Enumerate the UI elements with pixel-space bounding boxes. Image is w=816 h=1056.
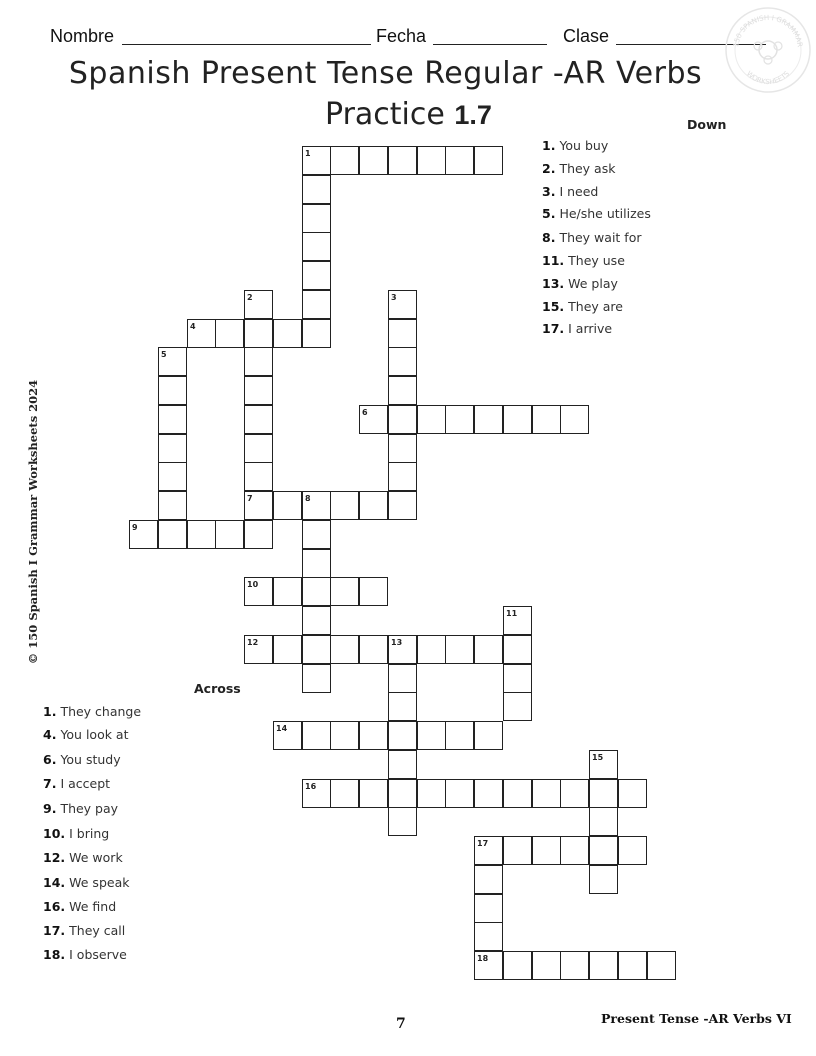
crossword-cell[interactable] [302, 290, 331, 319]
down-clue: 17. I arrive [542, 321, 613, 336]
crossword-cell[interactable] [330, 779, 359, 808]
down-clue: 1. You buy [542, 138, 609, 153]
crossword-cell[interactable] [560, 836, 589, 865]
crossword-cell[interactable] [359, 491, 388, 520]
svg-text:150 SPANISH I GRAMMAR [732, 14, 804, 48]
crossword-cell[interactable] [359, 577, 388, 606]
cell-number: 16 [305, 782, 317, 791]
worksheet-title: Spanish Present Tense Regular -AR Verbs [68, 56, 703, 91]
crossword-cell[interactable] [417, 146, 446, 175]
subtitle-practice: Practice [325, 97, 445, 132]
fecha-label: Fecha [376, 26, 427, 46]
page-number: 7 [396, 1016, 406, 1032]
crossword-cell[interactable] [388, 405, 417, 434]
crossword-cell[interactable] [302, 635, 331, 664]
crossword-cell[interactable] [474, 779, 503, 808]
crossword-cell[interactable] [388, 807, 417, 836]
crossword-cell[interactable] [445, 635, 474, 664]
crossword-cell[interactable] [388, 376, 417, 405]
crossword-cell[interactable] [302, 520, 331, 549]
crossword-cell[interactable] [503, 779, 532, 808]
crossword-cell[interactable] [417, 635, 446, 664]
crossword-cell[interactable] [474, 865, 503, 894]
crossword-cell[interactable] [589, 779, 618, 808]
cell-number: 2 [247, 293, 253, 302]
crossword-cell[interactable] [302, 721, 331, 750]
down-clue: 2. They ask [542, 161, 616, 176]
crossword-cell[interactable] [474, 894, 503, 923]
crossword-cell[interactable] [560, 405, 589, 434]
subtitle-number: 1.7 [454, 100, 492, 130]
cell-number: 14 [276, 724, 288, 733]
nombre-label: Nombre [50, 26, 115, 46]
across-clue: 18. I observe [43, 947, 127, 962]
crossword-cell[interactable] [215, 520, 244, 549]
crossword-cell[interactable] [359, 635, 388, 664]
crossword-cell[interactable] [302, 232, 331, 261]
down-clue: 11. They use [542, 253, 625, 268]
crossword-cell[interactable] [359, 779, 388, 808]
crossword-cell[interactable] [532, 779, 561, 808]
cell-number: 7 [247, 494, 253, 503]
crossword-cell[interactable] [445, 405, 474, 434]
down-clue: 5. He/she utilizes [542, 206, 651, 221]
worksheet-subtitle [325, 97, 492, 132]
crossword-cell[interactable] [532, 405, 561, 434]
cell-number: 6 [362, 408, 368, 417]
crossword-cell[interactable] [532, 836, 561, 865]
crossword-cell[interactable] [503, 635, 532, 664]
crossword-cell[interactable] [503, 405, 532, 434]
crossword-cell[interactable] [273, 577, 302, 606]
crossword-cell[interactable] [302, 664, 331, 693]
cell-number: 11 [506, 609, 518, 618]
crossword-cell[interactable] [388, 462, 417, 491]
crossword-cell[interactable] [302, 606, 331, 635]
crossword-cell[interactable] [158, 434, 187, 463]
crossword-cell[interactable] [618, 836, 647, 865]
cell-number: 12 [247, 638, 259, 647]
crossword-cell[interactable] [273, 635, 302, 664]
crossword-cell[interactable] [589, 951, 618, 980]
crossword-cell[interactable] [158, 520, 187, 549]
seal-bottom-text: WORKSHEETS [744, 69, 792, 87]
copyright-notice: © 150 Spanish I Grammar Worksheets 2024 [26, 379, 40, 665]
crossword-cell[interactable] [503, 836, 532, 865]
crossword-cell[interactable] [560, 951, 589, 980]
crossword-cell[interactable] [474, 635, 503, 664]
crossword-cell[interactable] [417, 405, 446, 434]
cell-number: 18 [477, 954, 489, 963]
crossword-cell[interactable] [589, 865, 618, 894]
crossword-cell[interactable] [302, 261, 331, 290]
across-clue: 1. They change [43, 704, 142, 719]
across-clue: 7. I accept [43, 776, 111, 791]
crossword-cell[interactable] [244, 319, 273, 348]
crossword-cell[interactable] [445, 779, 474, 808]
crossword-cell[interactable] [589, 836, 618, 865]
crossword-cell[interactable] [417, 721, 446, 750]
down-clue: 15. They are [542, 299, 623, 314]
crossword-cell[interactable] [388, 664, 417, 693]
crossword-cell[interactable] [330, 491, 359, 520]
crossword-cell[interactable] [244, 376, 273, 405]
down-clue: 3. I need [542, 184, 599, 199]
crossword-cell[interactable] [474, 146, 503, 175]
crossword-cell[interactable] [388, 434, 417, 463]
crossword-cell[interactable] [244, 462, 273, 491]
crossword-cell[interactable] [215, 319, 244, 348]
crossword-cell[interactable] [302, 319, 331, 348]
crossword-cell[interactable] [388, 750, 417, 779]
crossword-cell[interactable] [503, 664, 532, 693]
crossword-cell[interactable] [158, 405, 187, 434]
crossword-cell[interactable] [302, 549, 331, 578]
cell-number: 3 [391, 293, 397, 302]
crossword-cell[interactable] [417, 779, 446, 808]
across-clue: 4. You look at [43, 727, 129, 742]
crossword-cell[interactable] [273, 491, 302, 520]
crossword-cell[interactable] [273, 319, 302, 348]
crossword-cell[interactable] [359, 721, 388, 750]
crossword-cell[interactable] [158, 491, 187, 520]
crossword-cell[interactable] [589, 807, 618, 836]
cell-number: 9 [132, 523, 138, 532]
cell-number: 13 [391, 638, 403, 647]
across-clue: 16. We find [43, 899, 117, 914]
crossword-cell[interactable] [647, 951, 676, 980]
crossword-cell[interactable] [388, 146, 417, 175]
crossword-cell[interactable] [560, 779, 589, 808]
crossword-cell[interactable] [618, 951, 647, 980]
crossword-cell[interactable] [618, 779, 647, 808]
clase-label: Clase [563, 26, 610, 46]
crossword-cell[interactable] [388, 779, 417, 808]
unit-footer: Present Tense -AR Verbs VI [601, 1011, 792, 1026]
crossword-cell[interactable] [388, 347, 417, 376]
down-clue: 13. We play [542, 276, 618, 291]
crossword-cell[interactable] [244, 347, 273, 376]
cell-number: 17 [477, 839, 489, 848]
crossword-cell[interactable] [187, 520, 216, 549]
crossword-cell[interactable] [532, 951, 561, 980]
crossword-cell[interactable] [359, 146, 388, 175]
crossword-cell[interactable] [302, 175, 331, 204]
crossword-cell[interactable] [503, 951, 532, 980]
crossword-cell[interactable] [388, 721, 417, 750]
across-clue: 9. They pay [43, 801, 119, 816]
crossword-cell[interactable] [503, 692, 532, 721]
cell-number: 4 [190, 322, 196, 331]
across-clue: 17. They call [43, 923, 126, 938]
nombre-field[interactable] [122, 44, 371, 45]
crossword-cell[interactable] [330, 635, 359, 664]
crossword-cell[interactable] [445, 721, 474, 750]
fecha-field[interactable] [433, 44, 547, 45]
cell-number: 15 [592, 753, 604, 762]
across-clue: 6. You study [43, 752, 121, 767]
crossword-cell[interactable] [244, 405, 273, 434]
down-clue: 8. They wait for [542, 230, 642, 245]
crossword-cell[interactable] [244, 434, 273, 463]
crossword-cell[interactable] [158, 462, 187, 491]
cell-number: 1 [305, 149, 311, 158]
crossword-cell[interactable] [244, 520, 273, 549]
crossword-cell[interactable] [388, 491, 417, 520]
cell-number: 8 [305, 494, 311, 503]
cell-number: 10 [247, 580, 259, 589]
across-heading: Across [194, 681, 241, 696]
crossword-cell[interactable] [158, 376, 187, 405]
crossword-cell[interactable] [474, 721, 503, 750]
crossword-cell[interactable] [330, 146, 359, 175]
down-heading: Down [687, 117, 727, 132]
crossword-cell[interactable] [388, 319, 417, 348]
crossword-cell[interactable] [330, 577, 359, 606]
cell-number: 5 [161, 350, 167, 359]
crossword-cell[interactable] [474, 922, 503, 951]
crossword-cell[interactable] [445, 146, 474, 175]
seal-top-text: 150 SPANISH I GRAMMAR [732, 13, 804, 48]
across-clue: 12. We work [43, 850, 123, 865]
crossword-cell[interactable] [302, 577, 331, 606]
across-clue: 14. We speak [43, 875, 130, 890]
crossword-cell[interactable] [388, 692, 417, 721]
crossword-cell[interactable] [302, 204, 331, 233]
crossword-cell[interactable] [330, 721, 359, 750]
across-clue: 10. I bring [43, 826, 110, 841]
crossword-cell[interactable] [474, 405, 503, 434]
